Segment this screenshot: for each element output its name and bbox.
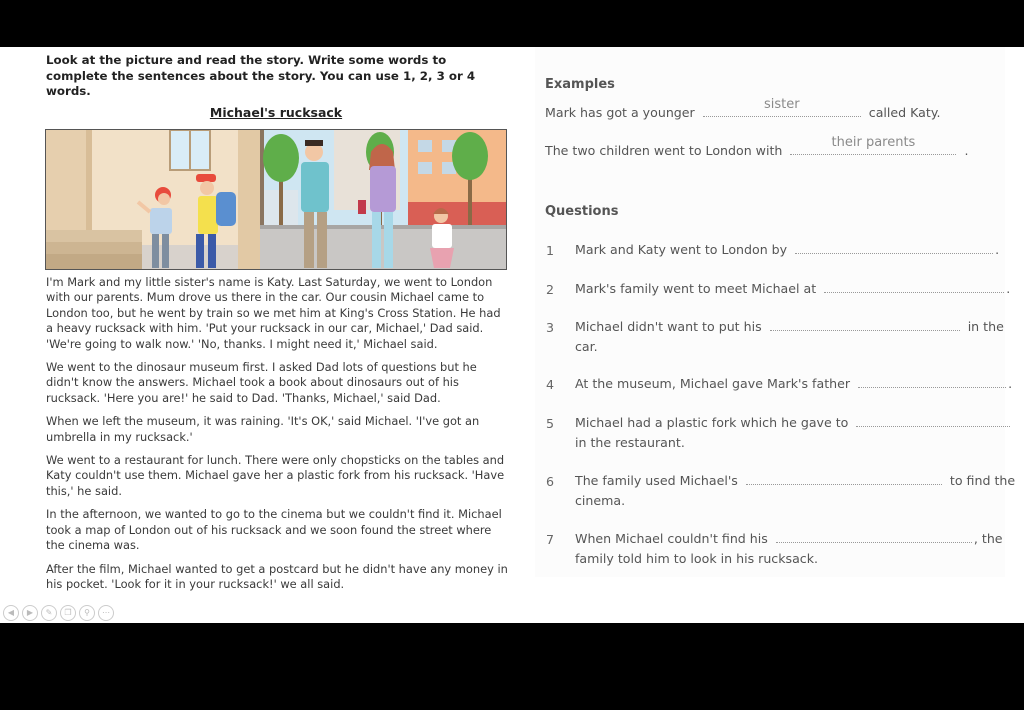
- story-text: [46, 275, 508, 600]
- question-text: The family used Michael's: [575, 473, 738, 488]
- example-2-blank: [790, 135, 956, 155]
- example-1-after: called Katy.: [868, 105, 941, 120]
- example-1: [545, 97, 941, 123]
- story-paragraph: In the afternoon, we wanted to go to the cinema but we couldn't find it. Michael took a map of London out of his rucksack and we soon found the street where the cinema was.: [46, 507, 502, 553]
- question-text-end: .: [995, 242, 1000, 257]
- example-1-before: Mark has got a younger: [545, 105, 695, 120]
- question-3-line2: car.: [575, 339, 598, 354]
- question-7: [575, 529, 1003, 549]
- question-number: 3: [546, 320, 555, 335]
- zoom-icon[interactable]: ⚲: [79, 605, 95, 621]
- question-number: 4: [546, 377, 555, 392]
- pen-icon[interactable]: ✎: [41, 605, 57, 621]
- question-5: [575, 413, 1014, 433]
- exercise-panel: [535, 47, 1016, 577]
- example-2-before: The two children went to London with: [545, 143, 783, 158]
- play-icon[interactable]: ▶: [22, 605, 38, 621]
- question-text-end: to find the: [949, 473, 1016, 488]
- example-2: [545, 135, 969, 161]
- question-7-blank[interactable]: [776, 529, 972, 543]
- questions-heading: Questions: [545, 204, 619, 219]
- question-text: At the museum, Michael gave Mark's father: [575, 376, 851, 391]
- question-6: [575, 471, 1015, 491]
- question-3-blank[interactable]: [770, 317, 960, 331]
- question-1: [575, 240, 999, 260]
- story-paragraph: We went to the dinosaur museum first. I asked Dad lots of questions but he didn't know the answers. Michael took a book about dinosaurs out of his rucksack. 'Here you are!' he said to Dad. 'Thanks, Michael,' said Dad.: [46, 360, 477, 405]
- worksheet-slide: [0, 47, 1024, 623]
- more-icon[interactable]: ⋯: [98, 605, 114, 621]
- question-6-blank[interactable]: [746, 471, 942, 485]
- story-paragraph: After the film, Michael wanted to get a postcard but he didn't have any money in his pocket. 'Look for it in your rucksack!' we all said.: [46, 561, 508, 591]
- question-text: Mark's family went to meet Michael at: [575, 281, 817, 296]
- question-number: 6: [546, 474, 555, 489]
- examples-heading: Examples: [545, 77, 615, 92]
- question-7-line2: family told him to look in his rucksack.: [575, 551, 819, 566]
- question-2-blank[interactable]: [824, 279, 1004, 293]
- question-4: [575, 374, 1012, 394]
- question-text-end: .: [1006, 281, 1011, 296]
- question-number: 1: [546, 243, 555, 258]
- question-text-end: in the: [967, 319, 1004, 334]
- question-number: 7: [546, 532, 555, 547]
- question-2: [575, 279, 1010, 299]
- question-text: Michael had a plastic fork which he gave to: [575, 415, 849, 430]
- question-5-line2: in the restaurant.: [575, 435, 685, 450]
- instructions: Look at the picture and read the story. Write some words to complete the sentences about the story. You can use 1, 2, 3 or 4 words.: [46, 53, 476, 98]
- story-title: Michael's rucksack: [209, 105, 343, 120]
- question-5-blank[interactable]: [856, 413, 1010, 427]
- question-number: 2: [546, 282, 555, 297]
- example-1-blank: [703, 97, 861, 117]
- copy-icon[interactable]: ❐: [60, 605, 76, 621]
- example-1-answer: sister: [763, 97, 800, 112]
- prev-icon[interactable]: ◀: [3, 605, 19, 621]
- question-text: Mark and Katy went to London by: [575, 242, 788, 257]
- example-2-after: .: [964, 143, 969, 158]
- question-6-line2: cinema.: [575, 493, 626, 508]
- question-1-blank[interactable]: [795, 240, 993, 254]
- story-paragraph: I'm Mark and my little sister's name is Katy. Last Saturday, we went to London with our parents. Mum drove us there in the car. Our cousin Michael came to London too, but he went by train so we met him at King's Cross Station. He had a heavy rucksack with him. 'Put your rucksack in our car, Michael,' Dad said. 'We're going to walk now.' 'No, thanks. I might need it,' Michael said.: [46, 275, 501, 351]
- question-text-end: , the: [973, 531, 1003, 546]
- question-number: 5: [546, 416, 555, 431]
- story-paragraph: We went to a restaurant for lunch. There were only chopsticks on the tables and Katy couldn't use them. Michael gave her a plastic fork from his rucksack. 'Have this,' he said.: [46, 453, 505, 498]
- question-4-blank[interactable]: [858, 374, 1006, 388]
- story-paragraph: When we left the museum, it was raining. 'It's OK,' said Michael. 'I've got an umbrella in my rucksack.': [46, 414, 480, 444]
- story-illustration: [45, 129, 507, 270]
- question-text-end: .: [1008, 376, 1013, 391]
- example-2-answer: their parents: [831, 135, 916, 150]
- question-text: Michael didn't want to put his: [575, 319, 762, 334]
- question-text: When Michael couldn't find his: [575, 531, 768, 546]
- player-controls: [3, 605, 114, 621]
- question-3: [575, 317, 1004, 337]
